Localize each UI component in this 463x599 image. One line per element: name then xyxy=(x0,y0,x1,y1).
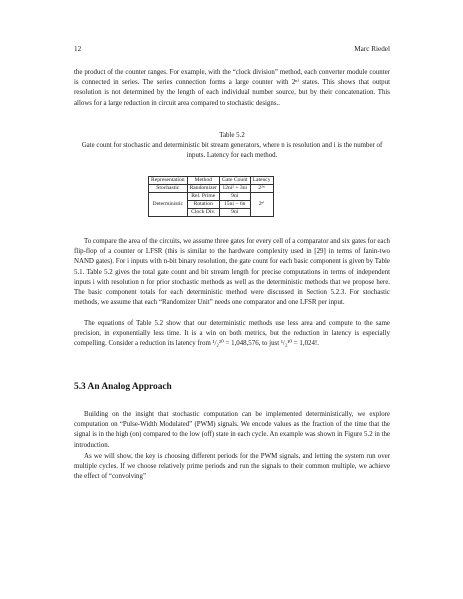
running-author: Marc Riedel xyxy=(354,45,390,53)
cell-method: Clock Div. xyxy=(187,209,219,217)
cell-latency: 2ⁿⁱ xyxy=(250,193,273,217)
cell-representation: Stochastic xyxy=(149,185,188,193)
header-gate-count: Gate Count xyxy=(219,177,250,185)
cell-method: Rel. Prime xyxy=(187,193,219,201)
table-header-row xyxy=(149,177,274,185)
table-caption-title: Table 5.2 xyxy=(219,132,245,139)
table-caption-text: Gate count for stochastic and deterministic bit stream generators, where n is resolution and i is the number of inputs. Latency for each method. xyxy=(81,142,383,160)
header-latency: Latency xyxy=(250,177,273,185)
cell-gate-count: 15ni − 6n xyxy=(219,201,250,209)
cell-gate-count: 12ni² + 3ni xyxy=(219,185,250,193)
cell-gate-count: 9ni xyxy=(219,193,250,201)
cell-representation: Deterministic xyxy=(149,193,188,217)
gate-count-table xyxy=(148,176,274,217)
section-heading: 5.3 An Analog Approach xyxy=(74,382,172,392)
cell-latency: 2²ⁿ xyxy=(250,185,273,193)
table-caption xyxy=(74,131,390,162)
cell-method: Randomizer xyxy=(187,185,219,193)
paragraph-pwm-periods: As we will show, the key is choosing different periods for the PWM signals, and letting the system run over multiple cycles. If we choose relatively prime periods and run the signals to their common multiple, we achieve the effect of “convolving” xyxy=(74,453,390,481)
paragraph-equations: The equations of Table 5.2 show that our deterministic methods use less area and compute to the same precision, in exponentially less time. It is a win on both metrics, but the reduction in latency is especially compelling. Consider a reduction its latency from ¹/₂²⁰ = 1,048,576, to just ¹/₂¹⁰ = 1,024!. xyxy=(74,320,390,348)
header-method: Method xyxy=(187,177,219,185)
page-number: 12 xyxy=(74,45,82,53)
header-representation: Representation xyxy=(149,177,188,185)
cell-gate-count: 9ni xyxy=(219,209,250,217)
table-row-deterministic xyxy=(149,193,274,201)
cell-method: Rotation xyxy=(187,201,219,209)
paragraph-area-comparison: To compare the area of the circuits, we assume three gates for every cell of a comparator and six gates for each flip-flop of a counter or LFSR (this is similar to the hardware complexity used in [29] in terms of fanin-two NAND gates). For i inputs with n-bit binary resolution, the gate count for each basic component is given by Table 5.1. Table 5.2 gives the total gate count and bit stream length for precise computations in terms of independent inputs i with resolution n for prior stochastic methods as well as the deterministic methods that we propose here. The basic component totals for each deterministic method were discussed in Section 5.2.3. For stochastic methods, we assume that each “Randomizer Unit” needs one comparator and one LFSR per input. xyxy=(74,238,390,307)
table-row-stochastic xyxy=(149,185,274,193)
paragraph-counter-ranges: the product of the counter ranges. For example, with the “clock division” method, each converter module counter is connected in series. The series connection forms a large counter with 2ⁿⁱ states. This shows that output resolution is not determined by the length of each individual number source, but by their concatenation. This allows for a large reduction in circuit area compared to stochastic designs.. xyxy=(74,69,390,107)
paragraph-pwm-intro: Building on the insight that stochastic computation can be implemented deterministically, we explore computation on “Pulse-Width Modulated” (PWM) signals. We encode values as the fraction of the time that the signal is in the high (on) compared to the low (off) state in each cycle. An example was shown in Figure 5.2 in the introduction. xyxy=(74,411,390,449)
